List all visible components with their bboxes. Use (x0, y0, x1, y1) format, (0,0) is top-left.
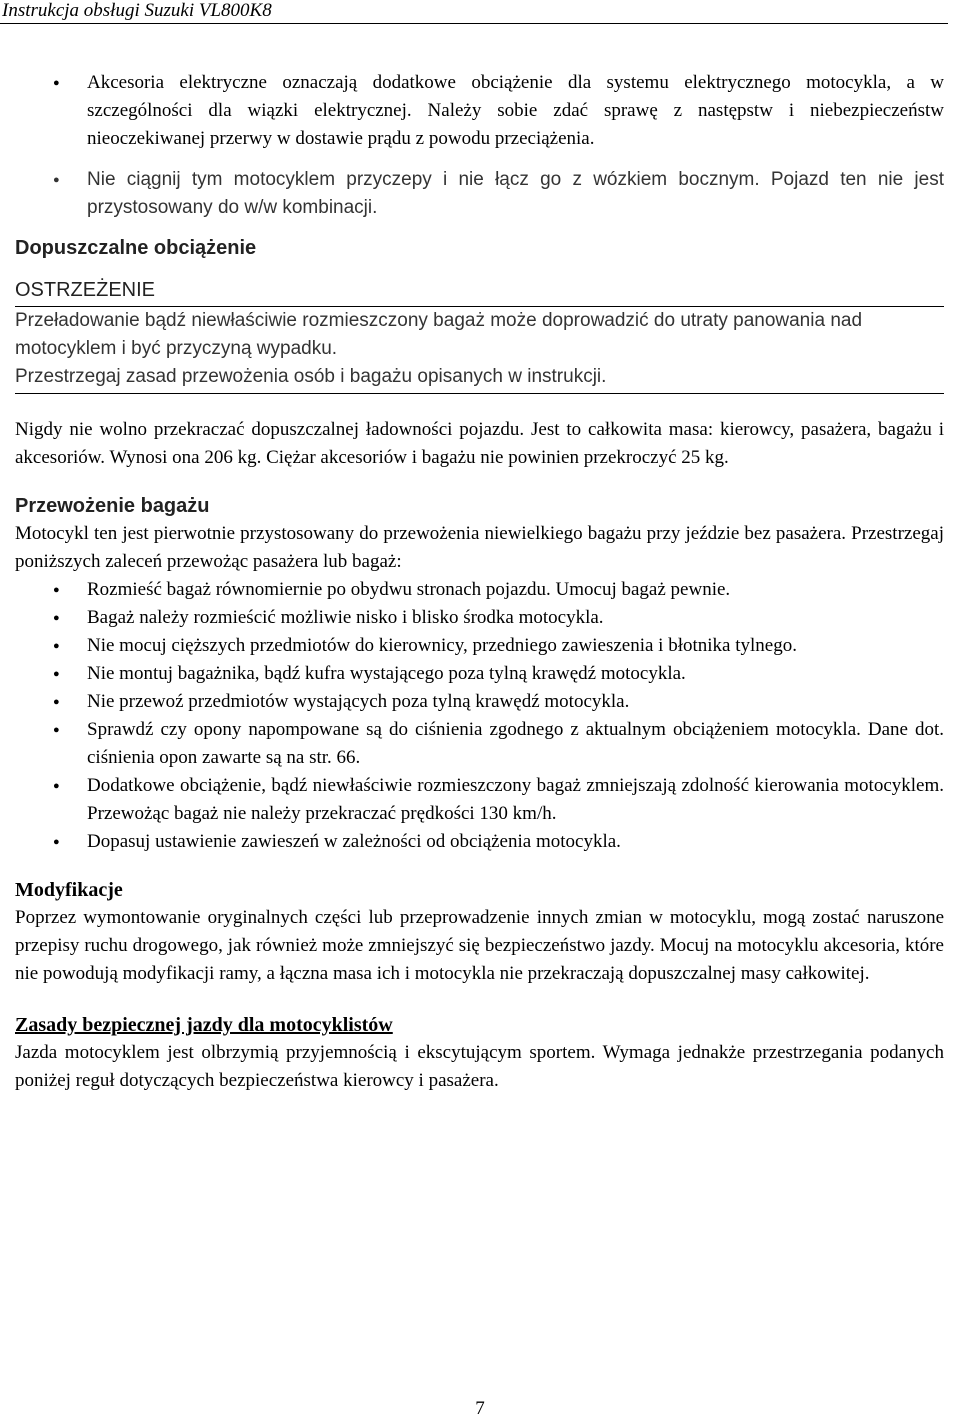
list-item: ● Nie ciągnij tym motocyklem przyczepy i nie łącz go z wózkiem bocznym. Pojazd ten nie jest przystosowany do w/w kombinacji. (15, 166, 944, 222)
list-item: ● Sprawdź czy opony napompowane są do ciśnienia zgodnego z aktualnym obciążeniem motocykla. Dane dot. ciśnienia opon zawarte są na str. 66. (15, 716, 944, 772)
section-heading-load: Dopuszczalne obciążenie (15, 237, 257, 259)
section-heading-modifications: Modyfikacje (15, 879, 123, 901)
intro-bullet-list (15, 69, 944, 222)
section-heading-luggage: Przewożenie bagażu (15, 495, 210, 517)
warning-text: Przeładowanie bądź niewłaściwie rozmieszczony bagaż może doprowadzić do utraty panowania nad motocyklem i być przyczyną wypadku. (15, 310, 863, 359)
load-paragraph: Nigdy nie wolno przekraczać dopuszczalnej ładowności pojazdu. Jest to całkowita masa: kierowcy, pasażera, bagażu i akcesoriów. Wynosi ona 206 kg. Ciężar akcesoriów i bagażu nie powinien przekroczyć 25 kg. (15, 419, 944, 468)
page-header (0, 0, 948, 24)
warning-box (15, 276, 944, 394)
safety-paragraph: Jazda motocyklem jest olbrzymią przyjemnością i ekscytującym sportem. Wymaga jednakże przestrzegania podanych poniżej reguł dotyczących bezpieczeństwa kierowcy i pasażera. (15, 1042, 944, 1091)
section-heading-safety: Zasady bezpiecznej jazdy dla motocyklistów (15, 1014, 393, 1036)
modifications-paragraph: Poprzez wymontowanie oryginalnych części lub przeprowadzenie innych zmian w motocyklu, mogą zostać naruszone przepisy ruchu drogowego, jak również może zmniejszyć się bezpieczeństwo jazdy. Mocuj na motocyklu akcesoria, które nie powodują modyfikacji ramy, a łączna masa ich i motocykla nie przekraczają dopuszczalnej masy całkowitej. (15, 907, 944, 984)
list-item: ● Akcesoria elektryczne oznaczają dodatkowe obciążenie dla systemu elektrycznego motocykla, a w szczególności dla wiązki elektrycznej. Należy sobie zdać sprawę z następstw i niebezpieczeństw nieoczekiwanej przerwy w dostawie prądu z powodu przeciążenia. (15, 69, 944, 153)
list-item: ● Nie przewoź przedmiotów wystających poza tylną krawędź motocykla. (15, 688, 944, 716)
list-item: ● Nie montuj bagażnika, bądź kufra wystającego poza tylną krawędź motocykla. (15, 660, 944, 688)
warning-text: Przestrzegaj zasad przewożenia osób i bagażu opisanych w instrukcji. (15, 363, 944, 394)
list-item: ● Nie mocuj cięższych przedmiotów do kierownicy, przedniego zawieszenia i błotnika tylnego. (15, 632, 944, 660)
list-item: ● Dopasuj ustawienie zawieszeń w zależności od obciążenia motocykla. (15, 828, 944, 856)
warning-title: OSTRZEŻENIE (15, 276, 944, 307)
luggage-bullet-list (15, 576, 944, 856)
list-item: ● Rozmieść bagaż równomiernie po obydwu stronach pojazdu. Umocuj bagaż pewnie. (15, 576, 944, 604)
list-item: ● Bagaż należy rozmieścić możliwie nisko i blisko środka motocykla. (15, 604, 944, 632)
page-number: 7 (475, 1398, 485, 1419)
document-title: Instrukcja obsługi Suzuki VL800K8 (2, 0, 272, 21)
page-content (15, 69, 944, 1095)
luggage-paragraph: Motocykl ten jest pierwotnie przystosowany do przewożenia niewielkiego bagażu przy jeździe bez pasażera. Przestrzegaj poniższych zaleceń przewożąc pasażera lub bagaż: (15, 523, 944, 572)
list-item: ● Dodatkowe obciążenie, bądź niewłaściwie rozmieszczony bagaż zmniejszają zdolność kierowania motocyklem. Przewożąc bagaż nie należy przekraczać prędkości 130 km/h. (15, 772, 944, 828)
